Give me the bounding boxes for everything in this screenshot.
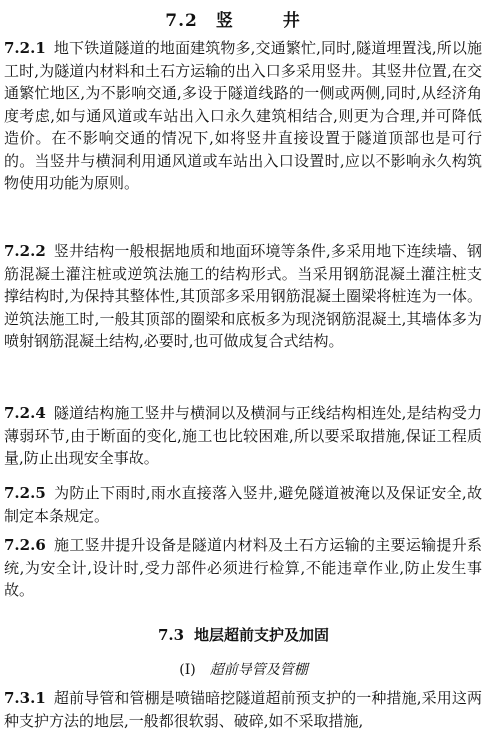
clause-number: 7.2.1 [4, 39, 46, 57]
clause-text: 地下铁道隧道的地面建筑物多,交通繁忙,同时,隧道埋置浅,所以施工时,为隧道内材料和土石方运输的出入口多采用竖井。其竖井位置,在交通繁忙地区,为不影响交通,多设于隧道线路的一侧或两侧,同时,从经济角度考虑,如与通风道或车站出入口永久建筑相结合,则更为合理,并可降低造价。在不影响交通的情况下,如将竖井直接设置于隧道顶部也是可行的。当竖井与横洞利用通风道或车站出入口设置时,应以不影响永久构筑物使用功能为原则。 [4, 39, 482, 192]
clause-number: 7.2.2 [4, 242, 46, 260]
clause-text: 竖井结构一般根据地质和地面环境等条件,多采用地下连续墙、钢筋混凝土灌注桩或逆筑法施工的结构形式。当采用钢筋混凝土灌注桩支撑结构时,为保持其整体性,其顶部多采用钢筋混凝土圈梁将桩连为一体。逆筑法施工时,一般其顶部的圈梁和底板多为现浇钢筋混凝土,其墙体多为喷射钢筋混凝土结构,必要时,也可做成复合式结构。 [4, 242, 482, 350]
clause-7-2-6 [4, 534, 482, 602]
subsection-heading [0, 659, 487, 679]
clause-7-2-4 [4, 402, 482, 470]
clause-7-3-1 [4, 687, 482, 732]
clause-7-2-5 [4, 482, 482, 527]
clause-number: 7.2.4 [4, 404, 46, 422]
clause-text: 为防止下雨时,雨水直接落入竖井,避免隧道被淹以及保证安全,故制定本条规定。 [4, 484, 482, 525]
clause-text: 隧道结构施工竖井与横洞以及横洞与正线结构相连处,是结构受力薄弱环节,由于断面的变化,施工也比较困难,所以要采取措施,保证工程质量,防止出现安全事故。 [4, 404, 482, 467]
clause-number: 7.2.5 [4, 484, 46, 502]
section-heading-7-3 [0, 624, 487, 645]
clause-text: 施工竖井提升设备是隧道内材料及土石方运输的主要运输提升系统,为安全计,设计时,受力部件必须进行检算,不能违章作业,防止发生事故。 [4, 536, 482, 599]
section-number: 7.2 [165, 11, 198, 31]
section-title: 地层超前支护及加固 [194, 626, 330, 644]
clause-7-2-1 [4, 37, 482, 195]
section-number: 7.3 [157, 626, 185, 644]
clause-7-2-2 [4, 240, 482, 353]
clause-text: 超前导管和管棚是喷锚暗挖隧道超前预支护的一种措施,采用这两种支护方法的地层,一般都很软弱、破碎,如不采取措施, [4, 689, 482, 730]
clause-number: 7.2.6 [4, 536, 46, 554]
section-title: 竖 井 [215, 11, 322, 31]
subsection-title: 超前导管及管棚 [209, 662, 308, 678]
clause-number: 7.3.1 [4, 689, 46, 707]
subsection-number: (I) [179, 662, 196, 678]
section-heading-7-2 [0, 6, 487, 31]
